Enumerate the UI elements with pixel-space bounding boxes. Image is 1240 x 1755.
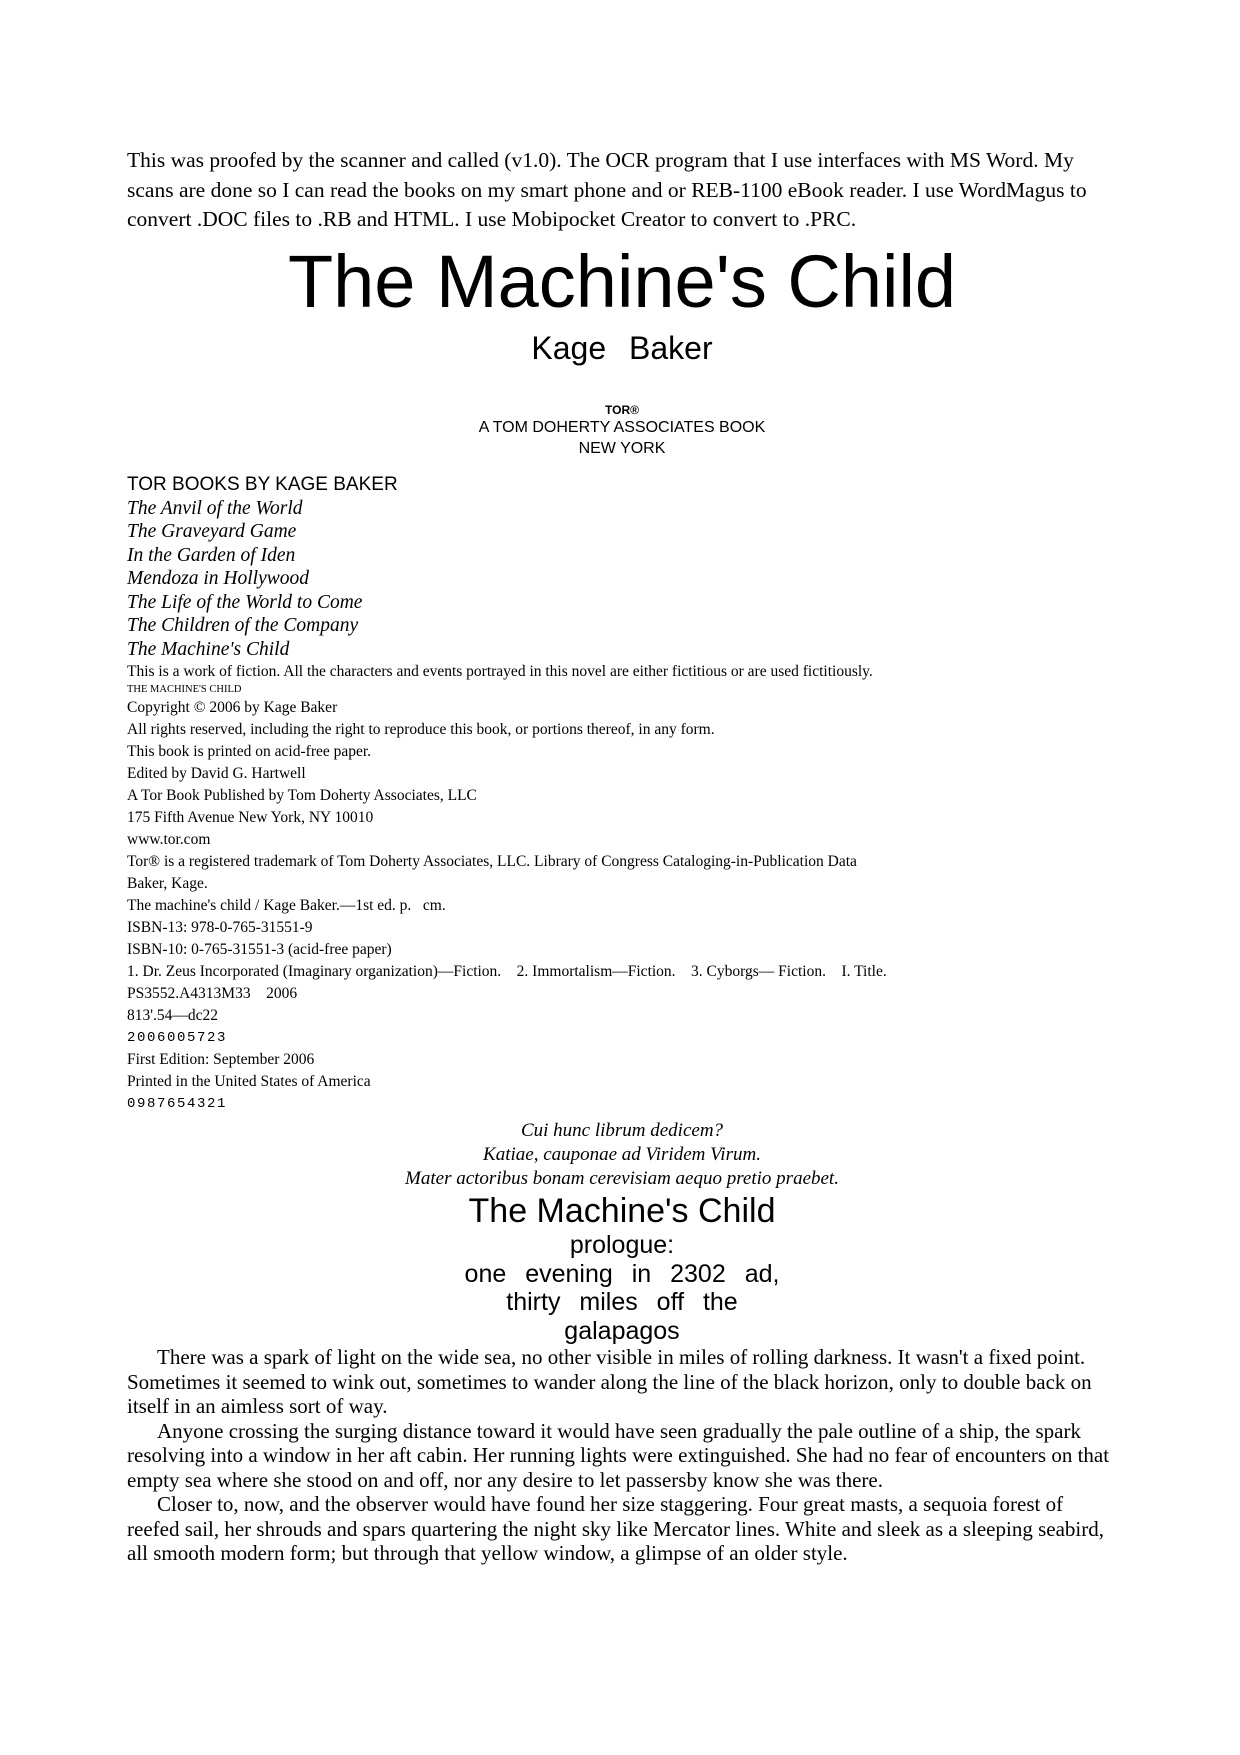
dedication-line: Cui hunc librum dedicem? xyxy=(520,1120,724,1141)
isbn10-line: ISBN-10: 0-765-31551-3 (acid-free paper) xyxy=(127,941,392,958)
prose-body xyxy=(127,1345,1117,1566)
book-author: Kage Baker xyxy=(531,329,713,366)
isbn13-line: ISBN-13: 978-0-765-31551-9 xyxy=(127,919,313,936)
paragraph: There was a spark of light on the wide sea, no other visible in miles of rolling darkness. It wasn't a fixed point. Sometimes it seemed to wink out, sometimes to wander along the line of the black horizon, only to double back on itself in an aimless sort of way. xyxy=(127,1345,1092,1418)
printed-line: Printed in the United States of America xyxy=(127,1073,371,1090)
lccn-line: 2006005723 xyxy=(127,1030,228,1046)
book-list-item: The Anvil of the World xyxy=(127,497,303,519)
edition-line: First Edition: September 2006 xyxy=(127,1051,315,1068)
chapter-title: The Machine's Child xyxy=(468,1192,776,1230)
address-line: 175 Fifth Avenue New York, NY 10010 xyxy=(127,809,374,826)
print-line: 0987654321 xyxy=(127,1096,228,1112)
chapter-subtitle: galapagos xyxy=(564,1316,680,1345)
subjects-line: 1. Dr. Zeus Incorporated (Imaginary organization)—Fiction. 2. Immortalism—Fiction. 3. Cyborgs— Fiction. I. Title. xyxy=(127,963,887,980)
book-list-item: The Children of the Company xyxy=(127,615,359,636)
paragraph: Anyone crossing the surging distance toward it would have seen gradually the pale outline of a ship, the spark resolving into a window in her aft cabin. Her running lights were extinguished. She had no fear of encounters on that empty sea where she stood on and off, nor any desire to let passersby know she was there. xyxy=(127,1418,1110,1492)
paragraph: Closer to, now, and the observer would have found her size staggering. Four great masts, a sequoia forest of reefed sail, her shrouds and spars quartering the night sky like Mercator lines. White and sleek as a sleeping seabird, all smooth modern form; but through that yellow window, a glimpse of an older style. xyxy=(127,1492,1104,1565)
copyright-block xyxy=(127,661,1117,1115)
chapter-subtitle: one evening in 2302 ad, xyxy=(464,1259,780,1288)
published-by-line: A Tor Book Published by Tom Doherty Associates, LLC xyxy=(127,787,477,804)
copyright-line: Copyright © 2006 by Kage Baker xyxy=(127,699,338,716)
lc-class-line: PS3552.A4313M33 2006 xyxy=(127,985,298,1002)
dedication xyxy=(127,1119,1117,1191)
trademark-line: Tor® is a registered trademark of Tom Doherty Associates, LLC. Library of Congress Cataloging-in-Publication Data xyxy=(127,853,857,870)
dedication-line: Katiae, cauponae ad Viridem Virum. xyxy=(483,1144,761,1165)
scanner-note: This was proofed by the scanner and called (v1.0). The OCR program that I use interfaces with MS Word. My scans are done so I can read the books on my smart phone and or REB-1100 eBook reader. I use WordMagus to convert .DOC files to .RB and HTML. I use Mobipocket Creator to convert to .PRC. xyxy=(127,148,1087,231)
book-list-item: The Machine's Child xyxy=(127,638,290,660)
chapter-subtitle: prologue: xyxy=(569,1231,675,1259)
book-list-item: Mendoza in Hollywood xyxy=(127,568,309,589)
publisher-city: NEW YORK xyxy=(578,439,666,457)
book-list-item: The Life of the World to Come xyxy=(127,591,363,613)
dedication-line: Mater actoribus bonam cerevisiam aequo pretio praebet. xyxy=(405,1168,839,1189)
books-by-list xyxy=(127,497,1117,662)
cip-title-line: The machine's child / Kage Baker.—1st ed. p. cm. xyxy=(127,897,446,914)
cip-author-line: Baker, Kage. xyxy=(127,875,208,892)
publisher-imprint: TOR® xyxy=(605,402,639,417)
chapter-subtitle: thirty miles off the xyxy=(506,1288,738,1316)
chapter-heading xyxy=(127,1191,1117,1345)
website-line: www.tor.com xyxy=(127,831,211,848)
title-block xyxy=(127,239,1117,459)
rights-line: All rights reserved, including the right to reproduce this book, or portions thereof, in any form. xyxy=(127,721,715,738)
paper-line: This book is printed on acid-free paper. xyxy=(127,743,372,760)
fiction-notice: This is a work of fiction. All the characters and events portrayed in this novel are either fictitious or are used fictitiously. xyxy=(127,663,873,680)
document-page xyxy=(127,146,1117,1566)
book-list-item: In the Garden of Iden xyxy=(127,544,296,566)
dewey-line: 813'.54—dc22 xyxy=(127,1007,219,1024)
editor-line: Edited by David G. Hartwell xyxy=(127,765,306,782)
book-title: The Machine's Child xyxy=(287,239,957,323)
books-by-heading: TOR BOOKS BY KAGE BAKER xyxy=(127,473,398,495)
publisher-line: A TOM DOHERTY ASSOCIATES BOOK xyxy=(478,418,766,436)
title-caps: THE MACHINE'S CHILD xyxy=(127,684,242,695)
book-list-item: The Graveyard Game xyxy=(127,521,297,542)
